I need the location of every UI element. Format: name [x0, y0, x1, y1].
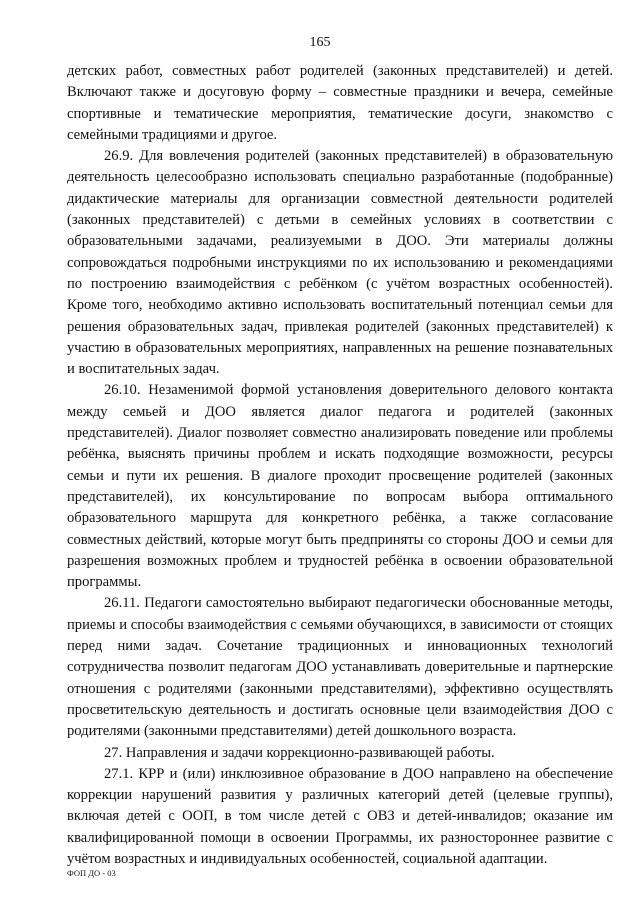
paragraph-26-11: 26.11. Педагоги самостоятельно выбирают педагогически обоснованные методы, приемы и способы взаимодействия с семьями обучающихся, в зависимости от стоящих перед ними задач. Сочетание традиционных и инновационных технологий сотрудничества позволит педагогам ДОО устанавливать доверительные и партнерские отношения с родителями (законными представителями), эффективно осуществлять просветительскую деятельность и достигать основные цели взаимодействия ДОО с родителями (законными представителями) детей дошкольного возраста.	[67, 595, 613, 740]
document-body	[67, 61, 613, 870]
paragraph-26-9: 26.9. Для вовлечения родителей (законных представителей) в образовательную деятельность целесообразно использовать специально разработанные (подобранные) дидактические материалы для организации совместной деятельности родителей (законных представителей) с детьми в семейных условиях в соответствии с образовательными задачами, реализуемыми в ДОО. Эти материалы должны сопровождаться подробными инструкциями по их использованию и рекомендациями по построению взаимодействия с ребёнком (с учётом возрастных особенностей). Кроме того, необходимо активно использовать воспитательный потенциал семьи для решения образовательных задач, привлекая родителей (законных представителей) к участию в образовательных мероприятиях, направленных на решение познавательных и воспитательных задач.	[67, 148, 613, 378]
paragraph-26-10: 26.10. Незаменимой формой установления доверительного делового контакта между семьей и ДОО является диалог педагога и родителей (законных представителей). Диалог позволяет совместно анализировать поведение или проблемы ребёнка, выяснять причины проблем и искать подходящие возможности, ресурсы семьи и пути их решения. В диалоге проходит просвещение родителей (законных представителей), их консультирование по вопросам выбора оптимального образовательного маршрута для конкретного ребёнка, а также согласование совместных действий, которые могут быть предприняты со стороны ДОО и семьи для разрешения возможных проблем и трудностей ребёнка в освоении образовательной программы.	[67, 382, 613, 591]
section-heading-27: 27. Направления и задачи коррекционно-развивающей работы.	[104, 744, 495, 761]
paragraph-continuation: детских работ, совместных работ родителей (законных представителей) и детей. Включают также и досуговую форму – совместные праздники и вечера, семейные спортивные и тематические мероприятия, тематические досуги, знакомство с семейными традициями и другое.	[67, 63, 613, 143]
paragraph-27-1: 27.1. КРР и (или) инклюзивное образование в ДОО направлено на обеспечение коррекции нарушений развития у различных категорий детей (целевые группы), включая детей с ООП, в том числе детей с ОВЗ и детей-инвалидов; оказание им квалифицированной помощи в освоении Программы, их разностороннее развитие с учётом возрастных и индивидуальных особенностей, социальной адаптации.	[67, 765, 613, 867]
page-number: 165	[309, 35, 331, 50]
footer-code: ФОП ДО - 03	[67, 868, 116, 878]
